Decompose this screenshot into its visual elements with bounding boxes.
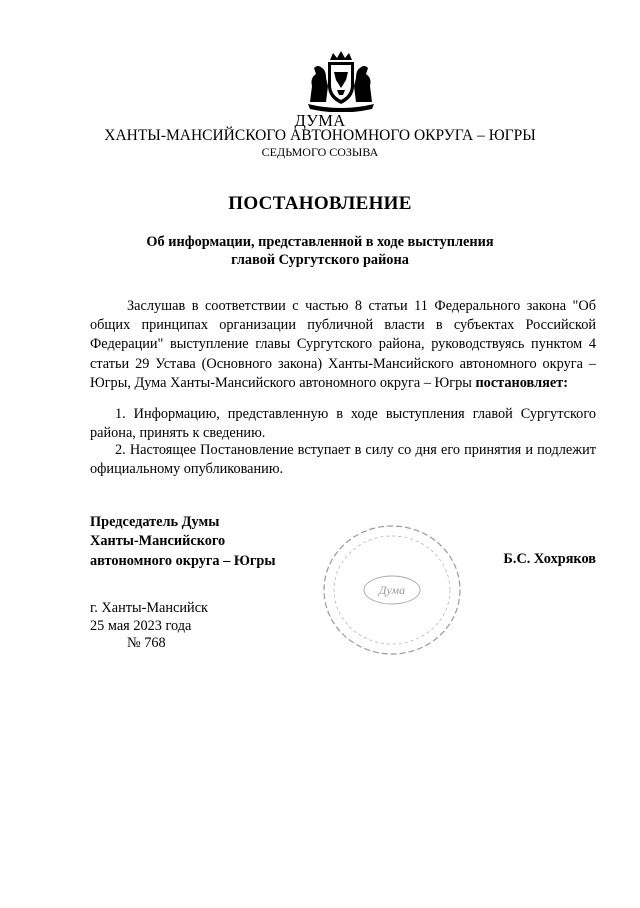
signatory-position-line-1: Председатель Думы: [90, 514, 220, 530]
signatory-position-line-2: Ханты-Мансийского: [90, 533, 226, 550]
signatory-name: Б.С. Хохряков: [503, 551, 596, 567]
preamble-text: Заслушав в соответствии с частью 8 статьи 11 Федерального закона "Об общих принципах организации публичной власти в субъектах Российской Федерации" выступление главы Сургутского района, руководствуясь пунктом 4 статьи 29 Устава (Основного закона) Ханты-Мансийского автономного округа – Югры, Дума Ханты-Мансийского автономного округа – Югры: [90, 298, 596, 391]
document-type-title: ПОСТАНОВЛЕНИЕ: [228, 193, 412, 214]
coat-of-arms-emblem: [304, 50, 378, 112]
organization-name: ДУМА: [294, 111, 346, 130]
date-of-signing: 25 мая 2023 года: [90, 618, 192, 635]
convocation: СЕДЬМОГО СОЗЫВА: [261, 145, 379, 159]
preamble-paragraph: [90, 297, 596, 393]
stamp-text: Дума: [378, 583, 406, 597]
resolution-item-1: 1. Информацию, представленную в ходе выступления главой Сургутского района, принять к сведению.: [90, 406, 596, 442]
document-number: № 768: [127, 635, 166, 651]
signatory-position-line-3: автономного округа – Югры: [90, 552, 276, 569]
place-and-date: [90, 599, 208, 636]
region-name: ХАНТЫ-МАНСИЙСКОГО АВТОНОМНОГО ОКРУГА – ЮГРЫ: [104, 127, 536, 144]
place-of-signing: г. Ханты-Мансийск: [90, 600, 208, 616]
resolves-word: постановляет:: [475, 374, 568, 391]
document-subject-line-1: Об информации, представленной в ходе выступления: [146, 234, 494, 250]
resolution-item-2: 2. Настоящее Постановление вступает в силу со дня его принятия и подлежит официальному опубликованию.: [90, 442, 596, 478]
signatory-position: [90, 513, 276, 571]
document-subject-line-2: главой Сургутского района: [231, 252, 409, 268]
official-stamp-seal: [318, 520, 466, 660]
